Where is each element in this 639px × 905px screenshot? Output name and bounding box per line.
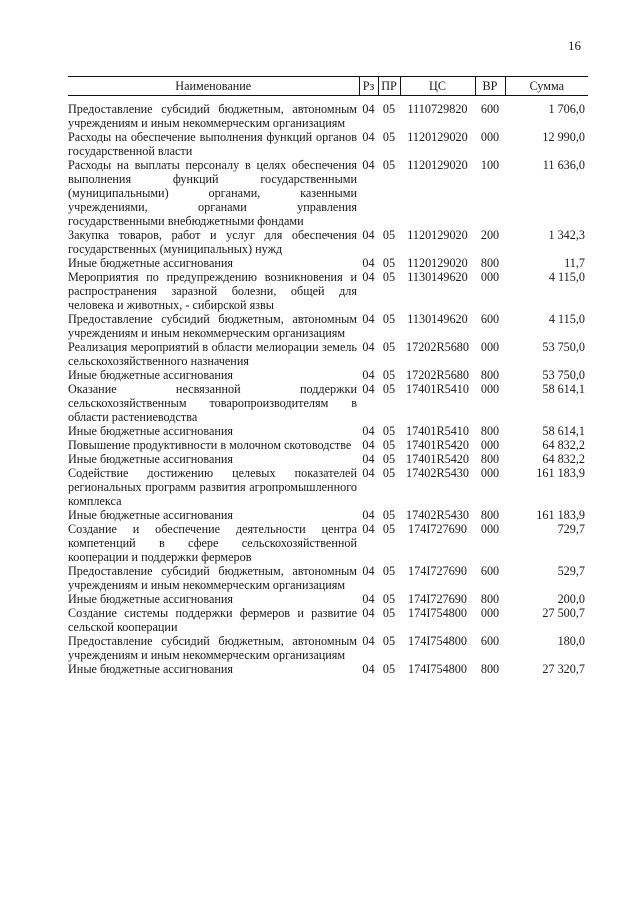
cell-cs: 174I727690 bbox=[408, 564, 467, 578]
cell-sum: 529,7 bbox=[557, 564, 585, 578]
cell-pr: 05 bbox=[382, 270, 396, 284]
cell-pr: 05 bbox=[382, 368, 396, 382]
cell-sum: 58 614,1 bbox=[542, 424, 585, 438]
cell-rz: 04 bbox=[362, 368, 375, 382]
cell-sum: 64 832,2 bbox=[542, 438, 585, 452]
table-row bbox=[68, 424, 588, 438]
cell-pr: 05 bbox=[382, 522, 396, 536]
cell-name: Иные бюджетные ассигнования bbox=[68, 424, 234, 438]
table-row bbox=[68, 368, 588, 382]
cell-sum: 180,0 bbox=[557, 634, 585, 648]
table-row bbox=[68, 382, 588, 424]
table-row bbox=[68, 606, 588, 634]
cell-name: Иные бюджетные ассигнования bbox=[68, 662, 234, 676]
column-header-name: Наименование bbox=[68, 77, 359, 96]
cell-vr: 000 bbox=[480, 606, 500, 620]
cell-cs: 17402R5430 bbox=[406, 466, 469, 480]
page-number: 16 bbox=[568, 38, 581, 53]
cell-name: Предоставление субсидий бюджетным, автономным учреждениям и иным некоммерческим организациям bbox=[68, 634, 357, 662]
cell-sum: 27 500,7 bbox=[542, 606, 585, 620]
cell-sum: 161 183,9 bbox=[536, 466, 585, 480]
cell-pr: 05 bbox=[382, 592, 396, 606]
cell-pr: 05 bbox=[382, 452, 396, 466]
cell-vr: 200 bbox=[480, 228, 500, 242]
cell-sum: 11,7 bbox=[564, 256, 585, 270]
table-body bbox=[68, 96, 588, 677]
cell-rz: 04 bbox=[362, 228, 375, 242]
cell-cs: 17202R5680 bbox=[406, 368, 469, 382]
cell-name: Иные бюджетные ассигнования bbox=[68, 256, 234, 270]
cell-name: Реализация мероприятий в области мелиорации земель сельскохозяйственного назначения bbox=[68, 340, 357, 368]
cell-cs: 1120129020 bbox=[407, 228, 468, 242]
cell-cs: 174I754800 bbox=[408, 606, 467, 620]
cell-rz: 04 bbox=[362, 508, 375, 522]
cell-cs: 17401R5420 bbox=[406, 452, 469, 466]
table-row bbox=[68, 228, 588, 256]
table-row bbox=[68, 158, 588, 228]
cell-name: Мероприятия по предупреждению возникновения и распространения заразной болезни, общей для человека и животных, - сибирской язвы bbox=[68, 270, 357, 312]
cell-rz: 04 bbox=[362, 522, 375, 536]
cell-name: Расходы на обеспечение выполнения функций органов государственной власти bbox=[68, 130, 357, 158]
cell-cs: 17402R5430 bbox=[406, 508, 469, 522]
cell-pr: 05 bbox=[382, 466, 396, 480]
column-header-pr: ПР bbox=[378, 77, 400, 96]
cell-name: Предоставление субсидий бюджетным, автономным учреждениям и иным некоммерческим организациям bbox=[68, 102, 357, 130]
table-row bbox=[68, 256, 588, 270]
table-row bbox=[68, 508, 588, 522]
cell-rz: 04 bbox=[362, 158, 375, 172]
cell-sum: 11 636,0 bbox=[542, 158, 585, 172]
cell-vr: 800 bbox=[480, 508, 500, 522]
cell-vr: 000 bbox=[480, 466, 500, 480]
cell-vr: 000 bbox=[480, 438, 500, 452]
table-row bbox=[68, 662, 588, 676]
cell-rz: 04 bbox=[362, 452, 375, 466]
cell-name: Оказание несвязанной поддержки сельскохозяйственным товаропроизводителям в области растениеводства bbox=[68, 382, 357, 424]
table-row bbox=[68, 466, 588, 508]
cell-name: Содействие достижению целевых показателей региональных программ развития агропромышленного комплекса bbox=[68, 466, 357, 508]
cell-rz: 04 bbox=[362, 102, 375, 116]
cell-vr: 600 bbox=[480, 564, 500, 578]
cell-name: Предоставление субсидий бюджетным, автономным учреждениям и иным некоммерческим организациям bbox=[68, 564, 357, 592]
cell-cs: 174I754800 bbox=[408, 662, 467, 676]
cell-pr: 05 bbox=[382, 228, 396, 242]
table-row bbox=[68, 522, 588, 564]
cell-cs: 1130149620 bbox=[407, 270, 468, 284]
cell-vr: 800 bbox=[480, 424, 500, 438]
table-row bbox=[68, 634, 588, 662]
table-row bbox=[68, 130, 588, 158]
table-row bbox=[68, 592, 588, 606]
cell-rz: 04 bbox=[362, 564, 375, 578]
cell-rz: 04 bbox=[362, 340, 375, 354]
cell-rz: 04 bbox=[362, 382, 375, 396]
cell-sum: 12 990,0 bbox=[542, 130, 585, 144]
cell-vr: 600 bbox=[480, 102, 500, 116]
column-header-cs: ЦС bbox=[400, 77, 475, 96]
cell-vr: 800 bbox=[480, 592, 500, 606]
cell-pr: 05 bbox=[382, 158, 396, 172]
cell-pr: 05 bbox=[382, 424, 396, 438]
cell-pr: 05 bbox=[382, 438, 396, 452]
table-row bbox=[68, 438, 588, 452]
table-row bbox=[68, 96, 588, 131]
cell-vr: 000 bbox=[480, 130, 500, 144]
cell-cs: 174I754800 bbox=[408, 634, 467, 648]
table-header bbox=[68, 77, 588, 96]
table-row bbox=[68, 312, 588, 340]
cell-vr: 100 bbox=[480, 158, 500, 172]
cell-rz: 04 bbox=[362, 424, 375, 438]
cell-pr: 05 bbox=[382, 256, 396, 270]
cell-rz: 04 bbox=[362, 662, 375, 676]
column-header-vr: ВР bbox=[475, 77, 505, 96]
table-row bbox=[68, 340, 588, 368]
cell-sum: 64 832,2 bbox=[542, 452, 585, 466]
table-row bbox=[68, 452, 588, 466]
column-header-sum: Сумма bbox=[505, 77, 588, 96]
cell-sum: 200,0 bbox=[557, 592, 585, 606]
cell-rz: 04 bbox=[362, 130, 375, 144]
cell-pr: 05 bbox=[382, 508, 396, 522]
cell-sum: 1 706,0 bbox=[548, 102, 585, 116]
cell-pr: 05 bbox=[382, 130, 396, 144]
cell-pr: 05 bbox=[382, 382, 396, 396]
table-row bbox=[68, 564, 588, 592]
cell-vr: 600 bbox=[480, 312, 500, 326]
cell-cs: 17202R5680 bbox=[406, 340, 469, 354]
cell-pr: 05 bbox=[382, 634, 396, 648]
cell-cs: 174I727690 bbox=[408, 522, 467, 536]
cell-name: Предоставление субсидий бюджетным, автономным учреждениям и иным некоммерческим организациям bbox=[68, 312, 357, 340]
cell-sum: 4 115,0 bbox=[548, 270, 585, 284]
cell-cs: 1120129020 bbox=[407, 158, 468, 172]
cell-cs: 1120129020 bbox=[407, 256, 468, 270]
cell-name: Повышение продуктивности в молочном скотоводстве bbox=[68, 438, 352, 452]
cell-rz: 04 bbox=[362, 634, 375, 648]
cell-cs: 174I727690 bbox=[408, 592, 467, 606]
cell-pr: 05 bbox=[382, 340, 396, 354]
cell-name: Иные бюджетные ассигнования bbox=[68, 592, 234, 606]
cell-sum: 53 750,0 bbox=[542, 340, 585, 354]
cell-pr: 05 bbox=[382, 606, 396, 620]
cell-vr: 800 bbox=[480, 256, 500, 270]
cell-rz: 04 bbox=[362, 466, 375, 480]
cell-vr: 000 bbox=[480, 340, 500, 354]
column-header-rz: Рз bbox=[359, 77, 378, 96]
cell-cs: 17401R5410 bbox=[406, 424, 469, 438]
cell-vr: 000 bbox=[480, 382, 500, 396]
cell-rz: 04 bbox=[362, 256, 375, 270]
budget-table bbox=[68, 76, 588, 676]
cell-name: Иные бюджетные ассигнования bbox=[68, 368, 234, 382]
cell-name: Создание системы поддержки фермеров и развитие сельской кооперации bbox=[68, 606, 357, 634]
cell-pr: 05 bbox=[382, 662, 396, 676]
cell-rz: 04 bbox=[362, 606, 375, 620]
cell-sum: 4 115,0 bbox=[548, 312, 585, 326]
cell-pr: 05 bbox=[382, 564, 396, 578]
cell-cs: 17401R5410 bbox=[406, 382, 469, 396]
cell-sum: 27 320,7 bbox=[542, 662, 585, 676]
cell-name: Закупка товаров, работ и услуг для обеспечения государственных (муниципальных) нужд bbox=[68, 228, 357, 256]
cell-name: Создание и обеспечение деятельности центра компетенций в сфере сельскохозяйственной кооперации и поддержки фермеров bbox=[68, 522, 357, 564]
cell-vr: 000 bbox=[480, 270, 500, 284]
cell-vr: 800 bbox=[480, 368, 500, 382]
cell-vr: 000 bbox=[480, 522, 500, 536]
cell-cs: 1110729820 bbox=[407, 102, 468, 116]
cell-rz: 04 bbox=[362, 270, 375, 284]
cell-cs: 1130149620 bbox=[407, 312, 468, 326]
cell-cs: 1120129020 bbox=[407, 130, 468, 144]
cell-sum: 58 614,1 bbox=[542, 382, 585, 396]
cell-name: Иные бюджетные ассигнования bbox=[68, 452, 234, 466]
table-row bbox=[68, 270, 588, 312]
cell-rz: 04 bbox=[362, 438, 375, 452]
cell-rz: 04 bbox=[362, 592, 375, 606]
cell-vr: 800 bbox=[480, 452, 500, 466]
cell-sum: 729,7 bbox=[557, 522, 585, 536]
cell-pr: 05 bbox=[382, 312, 396, 326]
cell-rz: 04 bbox=[362, 312, 375, 326]
cell-sum: 161 183,9 bbox=[536, 508, 585, 522]
cell-vr: 800 bbox=[480, 662, 500, 676]
cell-sum: 1 342,3 bbox=[548, 228, 585, 242]
cell-cs: 17401R5420 bbox=[406, 438, 469, 452]
cell-name: Расходы на выплаты персоналу в целях обеспечения выполнения функций государственными (муниципальными) органами, казенными учреждениями, органами управления государственными внебюджетными фондами bbox=[68, 158, 357, 228]
cell-vr: 600 bbox=[480, 634, 500, 648]
cell-name: Иные бюджетные ассигнования bbox=[68, 508, 234, 522]
cell-pr: 05 bbox=[382, 102, 396, 116]
cell-sum: 53 750,0 bbox=[542, 368, 585, 382]
